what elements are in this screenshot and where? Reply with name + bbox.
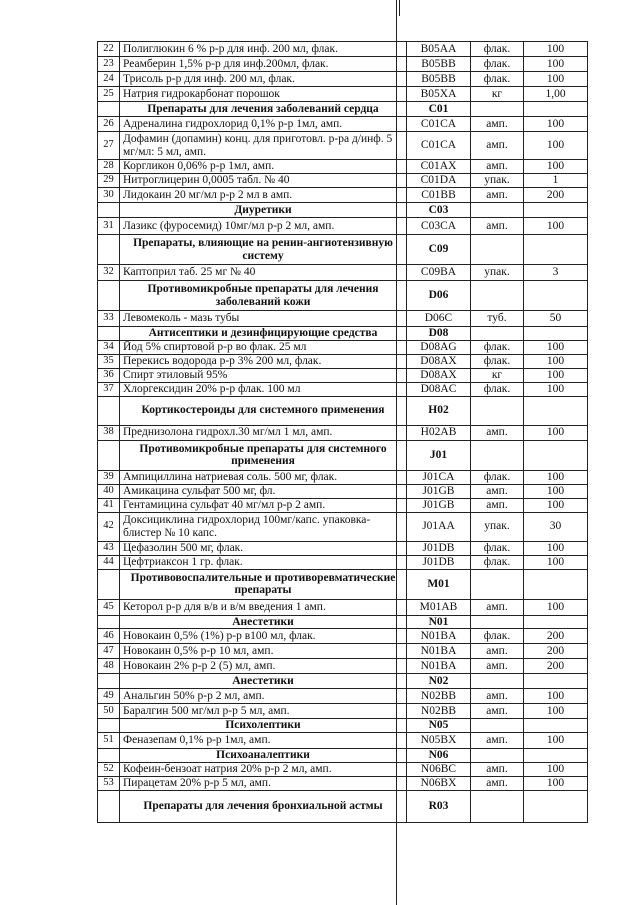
quantity: 100 xyxy=(524,117,588,132)
row-number: 30 xyxy=(98,188,120,203)
quantity xyxy=(524,102,588,117)
table-row xyxy=(98,777,588,791)
quantity xyxy=(524,440,588,470)
section-row xyxy=(98,569,588,599)
quantity: 200 xyxy=(524,188,588,203)
atc-code: C01CA xyxy=(407,132,471,160)
quantity: 100 xyxy=(524,382,588,396)
medication-name: Противомикробные препараты для лечения заболеваний кожи xyxy=(120,281,407,311)
section-row xyxy=(98,674,588,689)
quantity: 100 xyxy=(524,484,588,498)
table-row xyxy=(98,659,588,674)
unit-of-measure: флак. xyxy=(471,42,524,57)
quantity: 100 xyxy=(524,763,588,777)
atc-code: C01CA xyxy=(407,117,471,132)
unit-of-measure: флак. xyxy=(471,541,524,555)
atc-code: C01BB xyxy=(407,188,471,203)
table-row xyxy=(98,132,588,160)
unit-of-measure xyxy=(471,791,524,823)
table-row xyxy=(98,541,588,555)
medication-name: Новокаин 0,5% (1%) р-р в100 мл, флак. xyxy=(120,629,407,644)
unit-of-measure: флак. xyxy=(471,340,524,354)
quantity: 1,00 xyxy=(524,87,588,102)
unit-of-measure: амп. xyxy=(471,188,524,203)
row-number xyxy=(98,440,120,470)
atc-code: N06 xyxy=(407,749,471,763)
row-number: 42 xyxy=(98,512,120,541)
row-number xyxy=(98,396,120,425)
medication-name: Перекись водорода р-р 3% 200 мл, флак. xyxy=(120,354,407,368)
table-row xyxy=(98,512,588,541)
quantity: 100 xyxy=(524,218,588,235)
unit-of-measure xyxy=(471,719,524,733)
quantity: 100 xyxy=(524,57,588,72)
table-row xyxy=(98,644,588,659)
quantity xyxy=(524,235,588,265)
medication-name: Анестетики xyxy=(120,674,407,689)
row-number: 38 xyxy=(98,425,120,440)
table-row xyxy=(98,311,588,327)
medication-name: Противомикробные препараты для системного применения xyxy=(120,440,407,470)
row-number: 33 xyxy=(98,311,120,327)
quantity: 30 xyxy=(524,512,588,541)
row-number: 24 xyxy=(98,72,120,87)
quantity: 100 xyxy=(524,160,588,174)
medication-name: Гентамицина сульфат 40 мг/мл р-р 2 амп. xyxy=(120,498,407,512)
medication-name: Психоаналептики xyxy=(120,749,407,763)
medication-name: Препараты для лечения бронхиальной астмы xyxy=(120,791,407,823)
row-number: 46 xyxy=(98,629,120,644)
quantity xyxy=(524,203,588,218)
quantity: 100 xyxy=(524,368,588,382)
unit-of-measure: амп. xyxy=(471,599,524,615)
atc-code: C01AX xyxy=(407,160,471,174)
atc-code: M01AB xyxy=(407,599,471,615)
medication-name: Левомеколь - мазь тубы xyxy=(120,311,407,327)
medication-name: Адреналина гидрохлорид 0,1% р-р 1мл, амп. xyxy=(120,117,407,132)
unit-of-measure: флак. xyxy=(471,629,524,644)
quantity: 100 xyxy=(524,555,588,569)
medication-name: Каптоприл таб. 25 мг № 40 xyxy=(120,265,407,281)
atc-code: D08AX xyxy=(407,354,471,368)
medication-name: Новокаин 2% р-р 2 (5) мл, амп. xyxy=(120,659,407,674)
table-row xyxy=(98,340,588,354)
medication-table-body xyxy=(98,42,588,823)
atc-code: J01GB xyxy=(407,484,471,498)
table-row xyxy=(98,382,588,396)
row-number: 27 xyxy=(98,132,120,160)
atc-code: N05 xyxy=(407,719,471,733)
row-number: 39 xyxy=(98,470,120,484)
unit-of-measure xyxy=(471,440,524,470)
unit-of-measure xyxy=(471,569,524,599)
unit-of-measure: амп. xyxy=(471,117,524,132)
table-row xyxy=(98,218,588,235)
unit-of-measure: упак. xyxy=(471,265,524,281)
row-number: 41 xyxy=(98,498,120,512)
table-row xyxy=(98,42,588,57)
atc-code: J01DB xyxy=(407,555,471,569)
quantity: 100 xyxy=(524,425,588,440)
row-number: 32 xyxy=(98,265,120,281)
quantity: 100 xyxy=(524,42,588,57)
quantity xyxy=(524,719,588,733)
table-row xyxy=(98,57,588,72)
atc-code: D08AX xyxy=(407,368,471,382)
row-number: 29 xyxy=(98,174,120,188)
medication-name: Кофеин-бензоат натрия 20% р-р 2 мл, амп. xyxy=(120,763,407,777)
section-row xyxy=(98,327,588,341)
unit-of-measure: амп. xyxy=(471,777,524,791)
atc-code: D08AG xyxy=(407,340,471,354)
atc-code: N01BA xyxy=(407,629,471,644)
unit-of-measure xyxy=(471,203,524,218)
table-row xyxy=(98,160,588,174)
row-number xyxy=(98,615,120,629)
quantity xyxy=(524,749,588,763)
row-number: 53 xyxy=(98,777,120,791)
unit-of-measure: флак. xyxy=(471,470,524,484)
atc-code: D06C xyxy=(407,311,471,327)
unit-of-measure: амп. xyxy=(471,160,524,174)
quantity: 3 xyxy=(524,265,588,281)
atc-code: N02BB xyxy=(407,689,471,704)
medication-name: Амикацина сульфат 500 мг, фл. xyxy=(120,484,407,498)
medication-name: Феназепам 0,1% р-р 1мл, амп. xyxy=(120,733,407,749)
medication-table xyxy=(97,41,588,823)
atc-code: N06BX xyxy=(407,777,471,791)
quantity: 100 xyxy=(524,498,588,512)
medication-name: Психолептики xyxy=(120,719,407,733)
unit-of-measure: амп. xyxy=(471,644,524,659)
unit-of-measure xyxy=(471,749,524,763)
table-row xyxy=(98,555,588,569)
unit-of-measure: флак. xyxy=(471,354,524,368)
medication-name: Йод 5% спиртовой р-р во флак. 25 мл xyxy=(120,340,407,354)
unit-of-measure: кг xyxy=(471,368,524,382)
row-number: 47 xyxy=(98,644,120,659)
row-number: 44 xyxy=(98,555,120,569)
row-number xyxy=(98,791,120,823)
table-row xyxy=(98,704,588,719)
medication-name: Трисоль р-р для инф. 200 мл, флак. xyxy=(120,72,407,87)
quantity: 100 xyxy=(524,689,588,704)
atc-code: N05BX xyxy=(407,733,471,749)
table-row xyxy=(98,87,588,102)
table-row xyxy=(98,470,588,484)
row-number: 45 xyxy=(98,599,120,615)
unit-of-measure: флак. xyxy=(471,57,524,72)
row-number: 52 xyxy=(98,763,120,777)
medication-name: Препараты, влияющие на ренин-ангиотензивную систему xyxy=(120,235,407,265)
unit-of-measure: туб. xyxy=(471,311,524,327)
medication-name: Спирт этиловый 95% xyxy=(120,368,407,382)
section-row xyxy=(98,102,588,117)
medication-name: Дофамин (допамин) конц. для приготовл. р-ра д/инф. 5 мг/мл: 5 мл, амп. xyxy=(120,132,407,160)
section-row xyxy=(98,281,588,311)
atc-code: H02AB xyxy=(407,425,471,440)
row-number: 51 xyxy=(98,733,120,749)
unit-of-measure: кг xyxy=(471,87,524,102)
unit-of-measure xyxy=(471,327,524,341)
table-row xyxy=(98,425,588,440)
unit-of-measure xyxy=(471,281,524,311)
row-number xyxy=(98,749,120,763)
row-number xyxy=(98,327,120,341)
row-number: 50 xyxy=(98,704,120,719)
table-row xyxy=(98,117,588,132)
row-number: 48 xyxy=(98,659,120,674)
medication-name: Противовоспалительные и противоревматические препараты xyxy=(120,569,407,599)
medication-name: Препараты для лечения заболеваний сердца xyxy=(120,102,407,117)
atc-code: C01 xyxy=(407,102,471,117)
row-number xyxy=(98,203,120,218)
atc-code: C03 xyxy=(407,203,471,218)
table-row xyxy=(98,368,588,382)
unit-of-measure: амп. xyxy=(471,498,524,512)
medication-name: Новокаин 0,5% р-р 10 мл, амп. xyxy=(120,644,407,659)
unit-of-measure: амп. xyxy=(471,733,524,749)
table-row xyxy=(98,599,588,615)
atc-code: N02 xyxy=(407,674,471,689)
quantity: 100 xyxy=(524,704,588,719)
unit-of-measure xyxy=(471,615,524,629)
row-number xyxy=(98,281,120,311)
medication-name: Хлоргексидин 20% р-р флак. 100 мл xyxy=(120,382,407,396)
unit-of-measure: амп. xyxy=(471,218,524,235)
quantity: 200 xyxy=(524,629,588,644)
row-number xyxy=(98,102,120,117)
unit-of-measure: упак. xyxy=(471,174,524,188)
table-row xyxy=(98,763,588,777)
atc-code: N06BC xyxy=(407,763,471,777)
medication-name: Пирацетам 20% р-р 5 мл, амп. xyxy=(120,777,407,791)
medication-name: Цефазолин 500 мг, флак. xyxy=(120,541,407,555)
atc-code: B05BB xyxy=(407,57,471,72)
atc-code: J01DB xyxy=(407,541,471,555)
medication-name: Анальгин 50% р-р 2 мл, амп. xyxy=(120,689,407,704)
medication-name: Цефтриаксон 1 гр. флак. xyxy=(120,555,407,569)
atc-code: D08 xyxy=(407,327,471,341)
row-number: 35 xyxy=(98,354,120,368)
unit-of-measure xyxy=(471,674,524,689)
atc-code: B05BB xyxy=(407,72,471,87)
atc-code: H02 xyxy=(407,396,471,425)
unit-of-measure xyxy=(471,396,524,425)
quantity: 100 xyxy=(524,354,588,368)
unit-of-measure: флак. xyxy=(471,72,524,87)
table-row xyxy=(98,484,588,498)
medication-name: Лидокаин 20 мг/мл р-р 2 мл в амп. xyxy=(120,188,407,203)
atc-code: C01DA xyxy=(407,174,471,188)
row-number xyxy=(98,719,120,733)
table-row xyxy=(98,188,588,203)
quantity xyxy=(524,674,588,689)
document-page xyxy=(97,41,587,823)
unit-of-measure: упак. xyxy=(471,512,524,541)
atc-code: B05XA xyxy=(407,87,471,102)
row-number: 43 xyxy=(98,541,120,555)
row-number: 25 xyxy=(98,87,120,102)
row-number xyxy=(98,569,120,599)
row-number xyxy=(98,674,120,689)
section-row xyxy=(98,235,588,265)
atc-code: N01BA xyxy=(407,644,471,659)
unit-of-measure: флак. xyxy=(471,555,524,569)
unit-of-measure xyxy=(471,235,524,265)
unit-of-measure: амп. xyxy=(471,659,524,674)
atc-code: J01CA xyxy=(407,470,471,484)
quantity xyxy=(524,615,588,629)
table-row xyxy=(98,174,588,188)
row-number: 31 xyxy=(98,218,120,235)
medication-name: Анестетики xyxy=(120,615,407,629)
atc-code: B05AA xyxy=(407,42,471,57)
medication-name: Ампициллина натриевая соль. 500 мг, флак. xyxy=(120,470,407,484)
unit-of-measure: амп. xyxy=(471,425,524,440)
unit-of-measure: амп. xyxy=(471,484,524,498)
unit-of-measure xyxy=(471,102,524,117)
section-row xyxy=(98,440,588,470)
quantity: 100 xyxy=(524,340,588,354)
row-number: 40 xyxy=(98,484,120,498)
table-row xyxy=(98,689,588,704)
quantity: 1 xyxy=(524,174,588,188)
section-row xyxy=(98,396,588,425)
table-row xyxy=(98,733,588,749)
unit-of-measure: амп. xyxy=(471,704,524,719)
medication-name: Баралгин 500 мг/мл р-р 5 мл, амп. xyxy=(120,704,407,719)
table-row xyxy=(98,354,588,368)
atc-code: J01 xyxy=(407,440,471,470)
section-row xyxy=(98,719,588,733)
atc-code: C09 xyxy=(407,235,471,265)
medication-name: Преднизолона гидрохл.30 мг/мл 1 мл, амп. xyxy=(120,425,407,440)
atc-code: J01GB xyxy=(407,498,471,512)
quantity xyxy=(524,791,588,823)
atc-code: N01BA xyxy=(407,659,471,674)
quantity xyxy=(524,396,588,425)
row-number: 34 xyxy=(98,340,120,354)
atc-code: J01AA xyxy=(407,512,471,541)
medication-name: Лазикс (фуросемид) 10мг/мл р-р 2 мл, амп. xyxy=(120,218,407,235)
section-row xyxy=(98,791,588,823)
quantity: 200 xyxy=(524,644,588,659)
medication-name: Кортикостероиды для системного применения xyxy=(120,396,407,425)
row-number: 23 xyxy=(98,57,120,72)
medication-name: Коргликон 0,06% р-р 1мл, амп. xyxy=(120,160,407,174)
table-row xyxy=(98,72,588,87)
page-fold-line-top xyxy=(399,0,400,16)
quantity: 100 xyxy=(524,777,588,791)
unit-of-measure: амп. xyxy=(471,132,524,160)
medication-name: Доксициклина гидрохлорид 100мг/капс. упаковка-блистер № 10 капс. xyxy=(120,512,407,541)
medication-name: Реамберин 1,5% р-р для инф.200мл, флак. xyxy=(120,57,407,72)
medication-name: Кеторол р-р для в/в и в/м введения 1 амп. xyxy=(120,599,407,615)
row-number: 22 xyxy=(98,42,120,57)
medication-name: Полиглюкин 6 % р-р для инф. 200 мл, флак. xyxy=(120,42,407,57)
quantity xyxy=(524,569,588,599)
section-row xyxy=(98,615,588,629)
row-number: 49 xyxy=(98,689,120,704)
medication-name: Диуретики xyxy=(120,203,407,218)
atc-code: D08AC xyxy=(407,382,471,396)
medication-name: Антисептики и дезинфицирующие средства xyxy=(120,327,407,341)
quantity: 200 xyxy=(524,659,588,674)
quantity: 100 xyxy=(524,72,588,87)
table-row xyxy=(98,498,588,512)
unit-of-measure: амп. xyxy=(471,689,524,704)
row-number: 36 xyxy=(98,368,120,382)
atc-code: R03 xyxy=(407,791,471,823)
atc-code: D06 xyxy=(407,281,471,311)
quantity: 100 xyxy=(524,541,588,555)
section-row xyxy=(98,203,588,218)
unit-of-measure: флак. xyxy=(471,382,524,396)
row-number xyxy=(98,235,120,265)
quantity: 100 xyxy=(524,132,588,160)
atc-code: C09BA xyxy=(407,265,471,281)
section-row xyxy=(98,749,588,763)
quantity: 50 xyxy=(524,311,588,327)
atc-code: C03CA xyxy=(407,218,471,235)
unit-of-measure: амп. xyxy=(471,763,524,777)
atc-code: M01 xyxy=(407,569,471,599)
row-number: 26 xyxy=(98,117,120,132)
quantity: 100 xyxy=(524,733,588,749)
quantity xyxy=(524,327,588,341)
quantity: 100 xyxy=(524,470,588,484)
quantity: 100 xyxy=(524,599,588,615)
table-row xyxy=(98,629,588,644)
row-number: 28 xyxy=(98,160,120,174)
medication-name: Нитроглицерин 0,0005 табл. № 40 xyxy=(120,174,407,188)
atc-code: N01 xyxy=(407,615,471,629)
row-number: 37 xyxy=(98,382,120,396)
table-row xyxy=(98,265,588,281)
medication-name: Натрия гидрокарбонат порошок xyxy=(120,87,407,102)
atc-code: N02BB xyxy=(407,704,471,719)
quantity xyxy=(524,281,588,311)
